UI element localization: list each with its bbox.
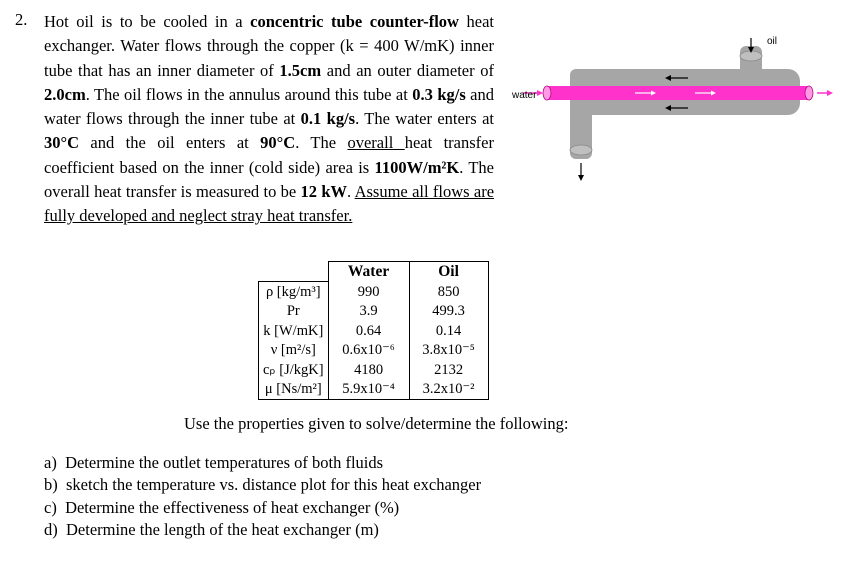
oil-value: 499.3 [409,302,488,322]
row-label: cₚ [J/kgK] [259,360,329,380]
table-row [259,321,489,341]
table-header-row [259,262,489,282]
question-list [44,452,481,542]
oil-label: oil [767,36,778,47]
water-value: 0.64 [328,321,409,341]
question-item: a) Determine the outlet temperatures of both fluids [44,453,384,472]
row-label: k [W/mK] [259,321,329,341]
heat-exchanger-diagram [505,28,835,198]
outer-shell [570,46,800,159]
water-value: 5.9x10⁻⁴ [328,380,409,400]
water-value: 990 [328,282,409,302]
row-label: Pr [259,302,329,322]
water-outlet-arrow [817,90,833,96]
oil-outlet-arrow [578,163,584,181]
problem-number: 2. [15,10,28,29]
header-oil: Oil [409,262,488,282]
water-value: 0.6x10⁻⁶ [328,341,409,361]
table-row [259,341,489,361]
water-value: 4180 [328,360,409,380]
properties-table [258,261,489,400]
water-label: water [512,90,537,101]
oil-value: 0.14 [409,321,488,341]
instruction-text: Use the properties given to solve/determine the following: [184,414,569,433]
row-label: μ [Ns/m²] [259,380,329,400]
question-item: c) Determine the effectiveness of heat exchanger (%) [44,497,400,517]
oil-value: 3.2x10⁻² [409,380,488,400]
header-water: Water [328,262,409,282]
question-item: b) sketch the temperature vs. distance plot for this heat exchanger [44,475,482,495]
question-item: d) Determine the length of the heat exchanger (m) [44,520,379,540]
water-value: 3.9 [328,302,409,322]
inner-tube [543,86,813,100]
table-row [259,282,489,302]
table-row [259,360,489,380]
oil-value: 850 [409,282,488,302]
row-label: ν [m²/s] [259,341,329,361]
oil-value: 3.8x10⁻⁵ [409,341,488,361]
table-row [259,302,489,322]
problem-statement: Hot oil is to be cooled in a concentric tube counter-flow heat exchanger. Water flows through the copper (k = 400 W/mK) inner tube that has an inner diameter of 1.5cm and an outer diameter of 2.0cm. The oil flows in the annulus around this tube at 0.3 kg/s and water flows through the inner tube at 0.1 kg/s. The water enters at 30°C and the oil enters at 90°C. The overall heat transfer coefficient based on the inner (cold side) area is 1100W/m²K. The overall heat transfer is measured to be 12 kW. Assume all flows are fully developed and neglect stray heat transfer. [44,12,495,226]
oil-value: 2132 [409,360,488,380]
table-row [259,380,489,400]
row-label: ρ [kg/m³] [259,282,329,302]
